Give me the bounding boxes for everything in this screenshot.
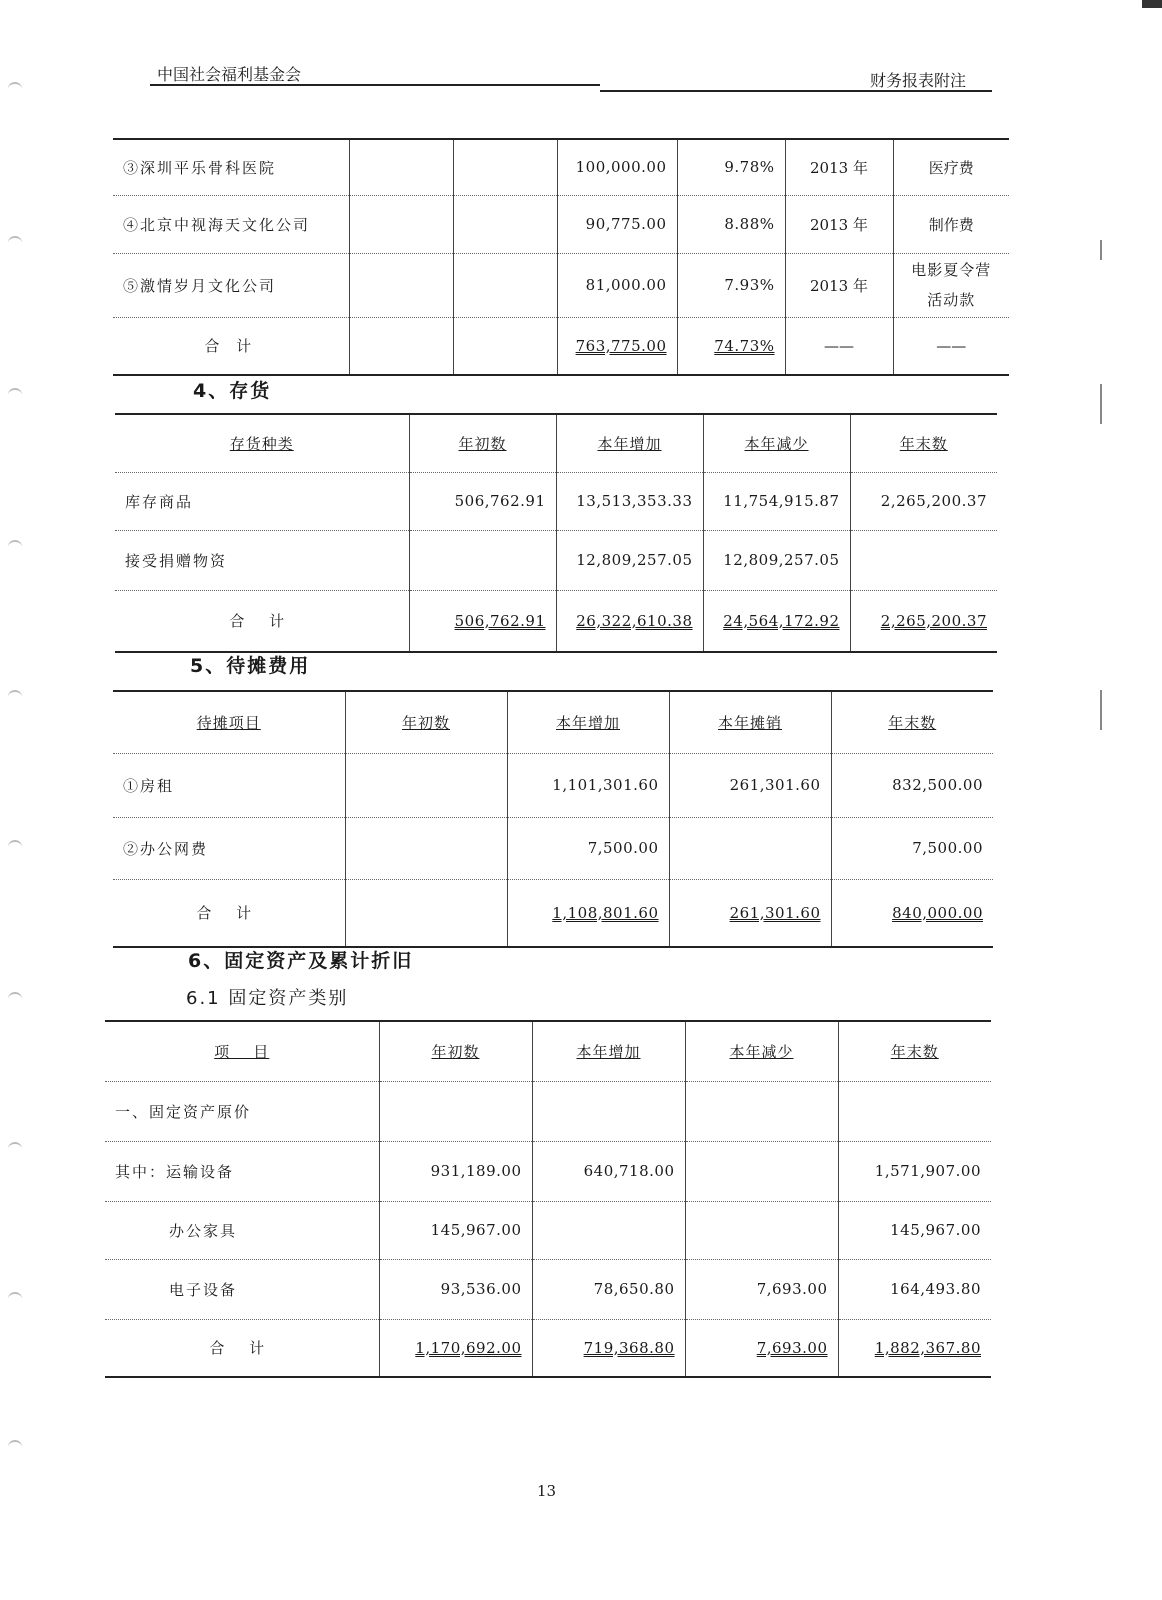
subsection-title-fixed-asset-categories: 6.1 固定资产类别: [186, 988, 349, 1009]
scan-mark: [1100, 690, 1102, 730]
column-header: 年末数: [899, 434, 948, 453]
begin-cell: 506,762.91: [409, 472, 556, 530]
table-row: [115, 530, 997, 590]
minus-cell: [685, 1141, 838, 1201]
total-begin: 506,762.91: [454, 611, 546, 630]
prepaid-expense-table: [113, 690, 993, 948]
purpose-cell: 制作费: [893, 195, 1009, 253]
inventory-table: [115, 413, 997, 653]
end-cell: [838, 1081, 991, 1141]
add-cell: 12,809,257.05: [556, 530, 703, 590]
end-cell: 7,500.00: [831, 817, 993, 879]
total-add: 719,368.80: [583, 1338, 675, 1357]
total-ratio: 74.73%: [714, 336, 775, 355]
table-row: [113, 195, 1009, 253]
minus-cell: 7,693.00: [685, 1259, 838, 1319]
table-header-row: [105, 1021, 991, 1081]
column-header: 年初数: [401, 713, 450, 732]
total-amount: 763,775.00: [575, 336, 667, 355]
add-cell: 1,101,301.60: [507, 753, 669, 817]
table-cell: [453, 317, 557, 375]
total-label: 合 计: [113, 879, 345, 947]
add-cell: 78,650.80: [532, 1259, 685, 1319]
end-cell: [850, 530, 997, 590]
total-end: 1,882,367.80: [874, 1338, 981, 1357]
add-cell: 13,513,353.33: [556, 472, 703, 530]
header-rule: [150, 84, 600, 86]
column-header: 本年增加: [597, 434, 662, 453]
row-label: 一、固定资产原价: [105, 1081, 379, 1141]
amount-cell: 100,000.00: [557, 139, 677, 195]
begin-cell: 931,189.00: [379, 1141, 532, 1201]
table-cell: [349, 317, 453, 375]
table-row: [105, 1141, 991, 1201]
amount-cell: 90,775.00: [557, 195, 677, 253]
total-label: 合 计: [113, 317, 349, 375]
table-row: [105, 1259, 991, 1319]
scan-mark: [1100, 384, 1102, 424]
table-row: [105, 1081, 991, 1141]
column-header: 年初数: [458, 434, 507, 453]
column-header: 存货种类: [229, 434, 294, 453]
table-cell: [453, 253, 557, 317]
table-row: [115, 472, 997, 530]
column-header: 本年减少: [744, 434, 809, 453]
row-label: 办公家具: [105, 1201, 379, 1259]
column-header: 本年减少: [729, 1042, 794, 1061]
add-cell: 7,500.00: [507, 817, 669, 879]
minus-cell: [685, 1081, 838, 1141]
header-document-title: 财务报表附注: [870, 71, 967, 90]
recipient-name: ④北京中视海天文化公司: [113, 195, 349, 253]
row-label: ①房租: [113, 753, 345, 817]
minus-cell: 261,301.60: [669, 753, 831, 817]
scan-mark: [1100, 240, 1102, 260]
fixed-assets-table: [105, 1020, 991, 1378]
table-cell: [349, 195, 453, 253]
table-row: [113, 753, 993, 817]
table-header-row: [115, 414, 997, 472]
column-header: 项 目: [214, 1042, 270, 1061]
section-title-inventory: 4、存货: [193, 380, 272, 402]
table-cell: [349, 253, 453, 317]
column-header: 年末数: [888, 713, 937, 732]
end-cell: 832,500.00: [831, 753, 993, 817]
begin-cell: 93,536.00: [379, 1259, 532, 1319]
year-cell: 2013 年: [785, 195, 893, 253]
end-cell: 1,571,907.00: [838, 1141, 991, 1201]
column-header: 本年增加: [555, 713, 620, 732]
table-cell: [453, 195, 557, 253]
recipient-name: ⑤激情岁月文化公司: [113, 253, 349, 317]
ratio-cell: 7.93%: [677, 253, 785, 317]
purpose-cell: 电影夏令营活动款: [893, 253, 1009, 317]
row-label: 接受捐赠物资: [115, 530, 409, 590]
table-cell: [349, 139, 453, 195]
begin-cell: [345, 817, 507, 879]
scan-edge-mark: [1142, 0, 1162, 8]
begin-cell: [409, 530, 556, 590]
total-end: 840,000.00: [892, 903, 983, 922]
total-year: ——: [785, 317, 893, 375]
total-label: 合 计: [105, 1319, 379, 1377]
begin-cell: [345, 753, 507, 817]
column-header: 待摊项目: [196, 713, 261, 732]
row-label: ②办公网费: [113, 817, 345, 879]
total-row: [115, 590, 997, 652]
section-title-fixed-assets: 6、固定资产及累计折旧: [188, 950, 414, 972]
row-label: 其中：运输设备: [105, 1141, 379, 1201]
ratio-cell: 9.78%: [677, 139, 785, 195]
total-purpose: ——: [893, 317, 1009, 375]
table-row: [113, 253, 1009, 317]
minus-cell: [669, 817, 831, 879]
add-cell: [532, 1081, 685, 1141]
add-cell: 640,718.00: [532, 1141, 685, 1201]
total-begin: 1,170,692.00: [415, 1338, 522, 1357]
total-row: [113, 317, 1009, 375]
minus-cell: [685, 1201, 838, 1259]
total-row: [113, 879, 993, 947]
section-title-prepaid: 5、待摊费用: [190, 655, 311, 677]
total-minus: 7,693.00: [756, 1338, 828, 1357]
total-end: 2,265,200.37: [880, 611, 987, 630]
table-cell: [453, 139, 557, 195]
begin-cell: [379, 1081, 532, 1141]
header-organization: 中国社会福利基金会: [157, 65, 302, 84]
end-cell: 2,265,200.37: [850, 472, 997, 530]
year-cell: 2013 年: [785, 253, 893, 317]
column-header: 年末数: [890, 1042, 939, 1061]
add-cell: [532, 1201, 685, 1259]
purpose-cell: 医疗费: [893, 139, 1009, 195]
row-label: 库存商品: [115, 472, 409, 530]
end-cell: 164,493.80: [838, 1259, 991, 1319]
end-cell: 145,967.00: [838, 1201, 991, 1259]
begin-cell: 145,967.00: [379, 1201, 532, 1259]
column-header: 年初数: [431, 1042, 480, 1061]
row-label: 电子设备: [105, 1259, 379, 1319]
column-header: 本年摊销: [717, 713, 782, 732]
header-rule: [600, 90, 992, 92]
table-row: [105, 1201, 991, 1259]
total-add: 26,322,610.38: [576, 611, 693, 630]
recipients-table: [113, 138, 1009, 376]
ratio-cell: 8.88%: [677, 195, 785, 253]
table-row: [113, 139, 1009, 195]
table-header-row: [113, 691, 993, 753]
year-cell: 2013 年: [785, 139, 893, 195]
page-number: 13: [537, 1482, 557, 1500]
table-row: [113, 817, 993, 879]
total-minus: 261,301.60: [729, 903, 821, 922]
minus-cell: 11,754,915.87: [703, 472, 850, 530]
minus-cell: 12,809,257.05: [703, 530, 850, 590]
total-add: 1,108,801.60: [552, 903, 659, 922]
amount-cell: 81,000.00: [557, 253, 677, 317]
total-minus: 24,564,172.92: [723, 611, 840, 630]
recipient-name: ③深圳平乐骨科医院: [113, 139, 349, 195]
column-header: 本年增加: [576, 1042, 641, 1061]
total-label: 合 计: [115, 590, 409, 652]
total-row: [105, 1319, 991, 1377]
